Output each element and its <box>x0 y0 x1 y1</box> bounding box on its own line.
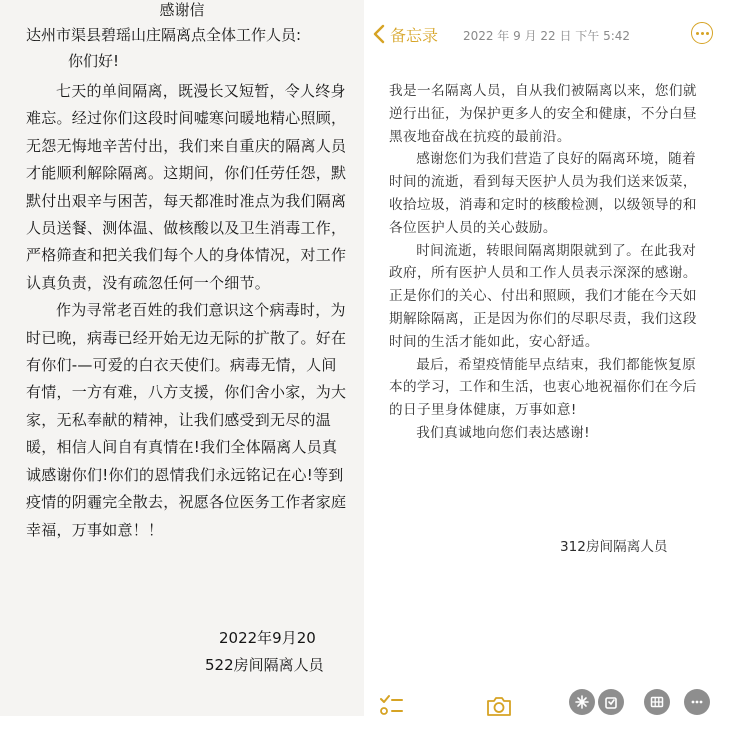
markup-icon <box>574 694 590 710</box>
camera-button[interactable] <box>485 694 513 718</box>
letter-title: 感谢信 <box>159 1 205 19</box>
note-paragraph: 我们真诚地向您们表达感谢! <box>416 424 590 441</box>
note-signature: 312房间隔离人员 <box>560 539 668 555</box>
note-paragraph: 感谢您们为我们营造了良好的隔离环境，随着时间的流逝，看到每天医护人员为我们送来饭菜，收拾垃圾，消毒和定时的核酸检测，以级领导的和各位医护人员的关心鼓励。 <box>389 151 697 236</box>
checklist-icon <box>378 692 404 718</box>
note-paragraph: 时间流逝，转眼间隔离期限就到了。在此我对政府，所有医护人员和工作人员表示深深的感谢。正是你们的关心、付出和照顾，我们才能在今天如期解除隔离，正是因为你们的尽职尽责，我们这段时间的生活才能如此，安心舒适。 <box>389 242 697 350</box>
more-icon <box>689 694 705 710</box>
table-icon <box>649 694 665 710</box>
notes-app-screen <box>364 0 729 729</box>
paper-letter <box>0 0 364 716</box>
letter-greeting: 你们好! <box>68 52 120 70</box>
letter-addressee: 达州市渠县碧瑶山庄隔离点全体工作人员: <box>26 26 302 44</box>
markup-button[interactable] <box>569 689 595 715</box>
checklist-button[interactable] <box>378 692 404 718</box>
letter-date: 2022年9月20 <box>219 629 316 647</box>
note-paragraph: 最后，希望疫情能早点结束，我们都能恢复原本的学习，工作和生活，也衷心地祝福你们在今后的日子里身体健康，万事如意! <box>389 356 697 419</box>
letter-signature: 522房间隔离人员 <box>205 656 324 674</box>
letter-body <box>26 78 348 544</box>
back-button-label: 备忘录 <box>390 25 439 45</box>
note-body[interactable] <box>389 80 701 445</box>
camera-icon <box>485 694 513 718</box>
notes-bottom-toolbar <box>364 686 729 726</box>
letter-paragraph: 七天的单间隔离，既漫长又短暂，令人终身难忘。经过你们这段时间嘘寒问暖地精心照顾，无怨无悔地辛苦付出，我们来自重庆的隔离人员才能顺利解除隔离。这期间，你们任劳任怨，默默付出艰辛与困苦，每天都准时准点为我们隔离人员送餐、测体温、做核酸以及卫生消毒工作，严格筛查和把关我们每个人的身体情况，对工作认真负责，没有疏忽任何一个细节。 <box>26 82 347 292</box>
note-timestamp: 2022 年 9 月 22 日 下午 5:42 <box>462 29 631 43</box>
table-button[interactable] <box>644 689 670 715</box>
letter-paragraph: 作为寻常老百姓的我们意识这个病毒时，为时已晚，病毒已经开始无边无际的扩散了。好在有你们-—可爱的白衣天使们。病毒无情，人间有情，一方有难，八方支援，你们舍小家，为大家，无私奉献的精神，让我们感受到无尽的温暖，相信人间自有真情在!我们全体隔离人员真诚感谢你们!你们的恩情我们永远铭记在心!等到疫情的阴霾完全散去，祝愿各位医务工作者家庭幸福，万事如意！！ <box>26 301 347 539</box>
compose-more-button[interactable] <box>684 689 710 715</box>
note-paragraph: 我是一名隔离人员，自从我们被隔离以来，您们就逆行出征，为保护更多人的安全和健康，不分白昼黑夜地奋战在抗疫的最前沿。 <box>389 83 697 145</box>
attachment-button[interactable] <box>598 689 624 715</box>
attachment-icon <box>603 694 619 710</box>
